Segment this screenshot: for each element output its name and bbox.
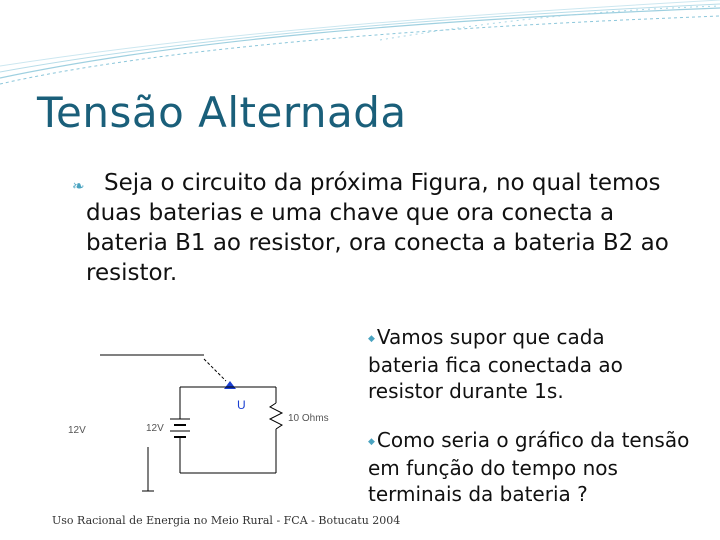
- circuit-label-resistor: 10 Ohms: [288, 413, 329, 424]
- sub-bullet-dot-icon: ◆: [368, 333, 375, 344]
- header-swoosh-decoration: [0, 0, 720, 90]
- main-bullet-text: Seja o circuito da próxima Figura, no qual temos duas baterias e uma chave que ora conecta a bateria B1 ao resistor, ora conecta a bateria B2 ao resistor.: [86, 170, 669, 286]
- sub-bullet-1-text: Vamos supor que cada bateria fica conectada ao resistor durante 1s.: [368, 325, 623, 403]
- bullet-swirl-icon: ❧: [72, 177, 85, 195]
- circuit-diagram: [66, 323, 331, 503]
- circuit-label-left-voltage: 12V: [68, 425, 86, 436]
- main-bullet: [72, 168, 692, 288]
- circuit-label-u: U: [237, 398, 246, 412]
- circuit-label-mid-voltage: 12V: [146, 423, 164, 434]
- sub-bullet-2-text: Como seria o gráfico da tensão em função do tempo nos terminais da bateria ?: [368, 428, 690, 506]
- sub-bullet-2: [368, 427, 713, 507]
- slide-title: Tensão Alternada: [37, 88, 407, 137]
- sub-bullet-dot-icon: ◆: [368, 436, 375, 447]
- sub-bullet-1: [368, 324, 658, 404]
- slide-footer: Uso Racional de Energia no Meio Rural - FCA - Botucatu 2004: [52, 514, 401, 527]
